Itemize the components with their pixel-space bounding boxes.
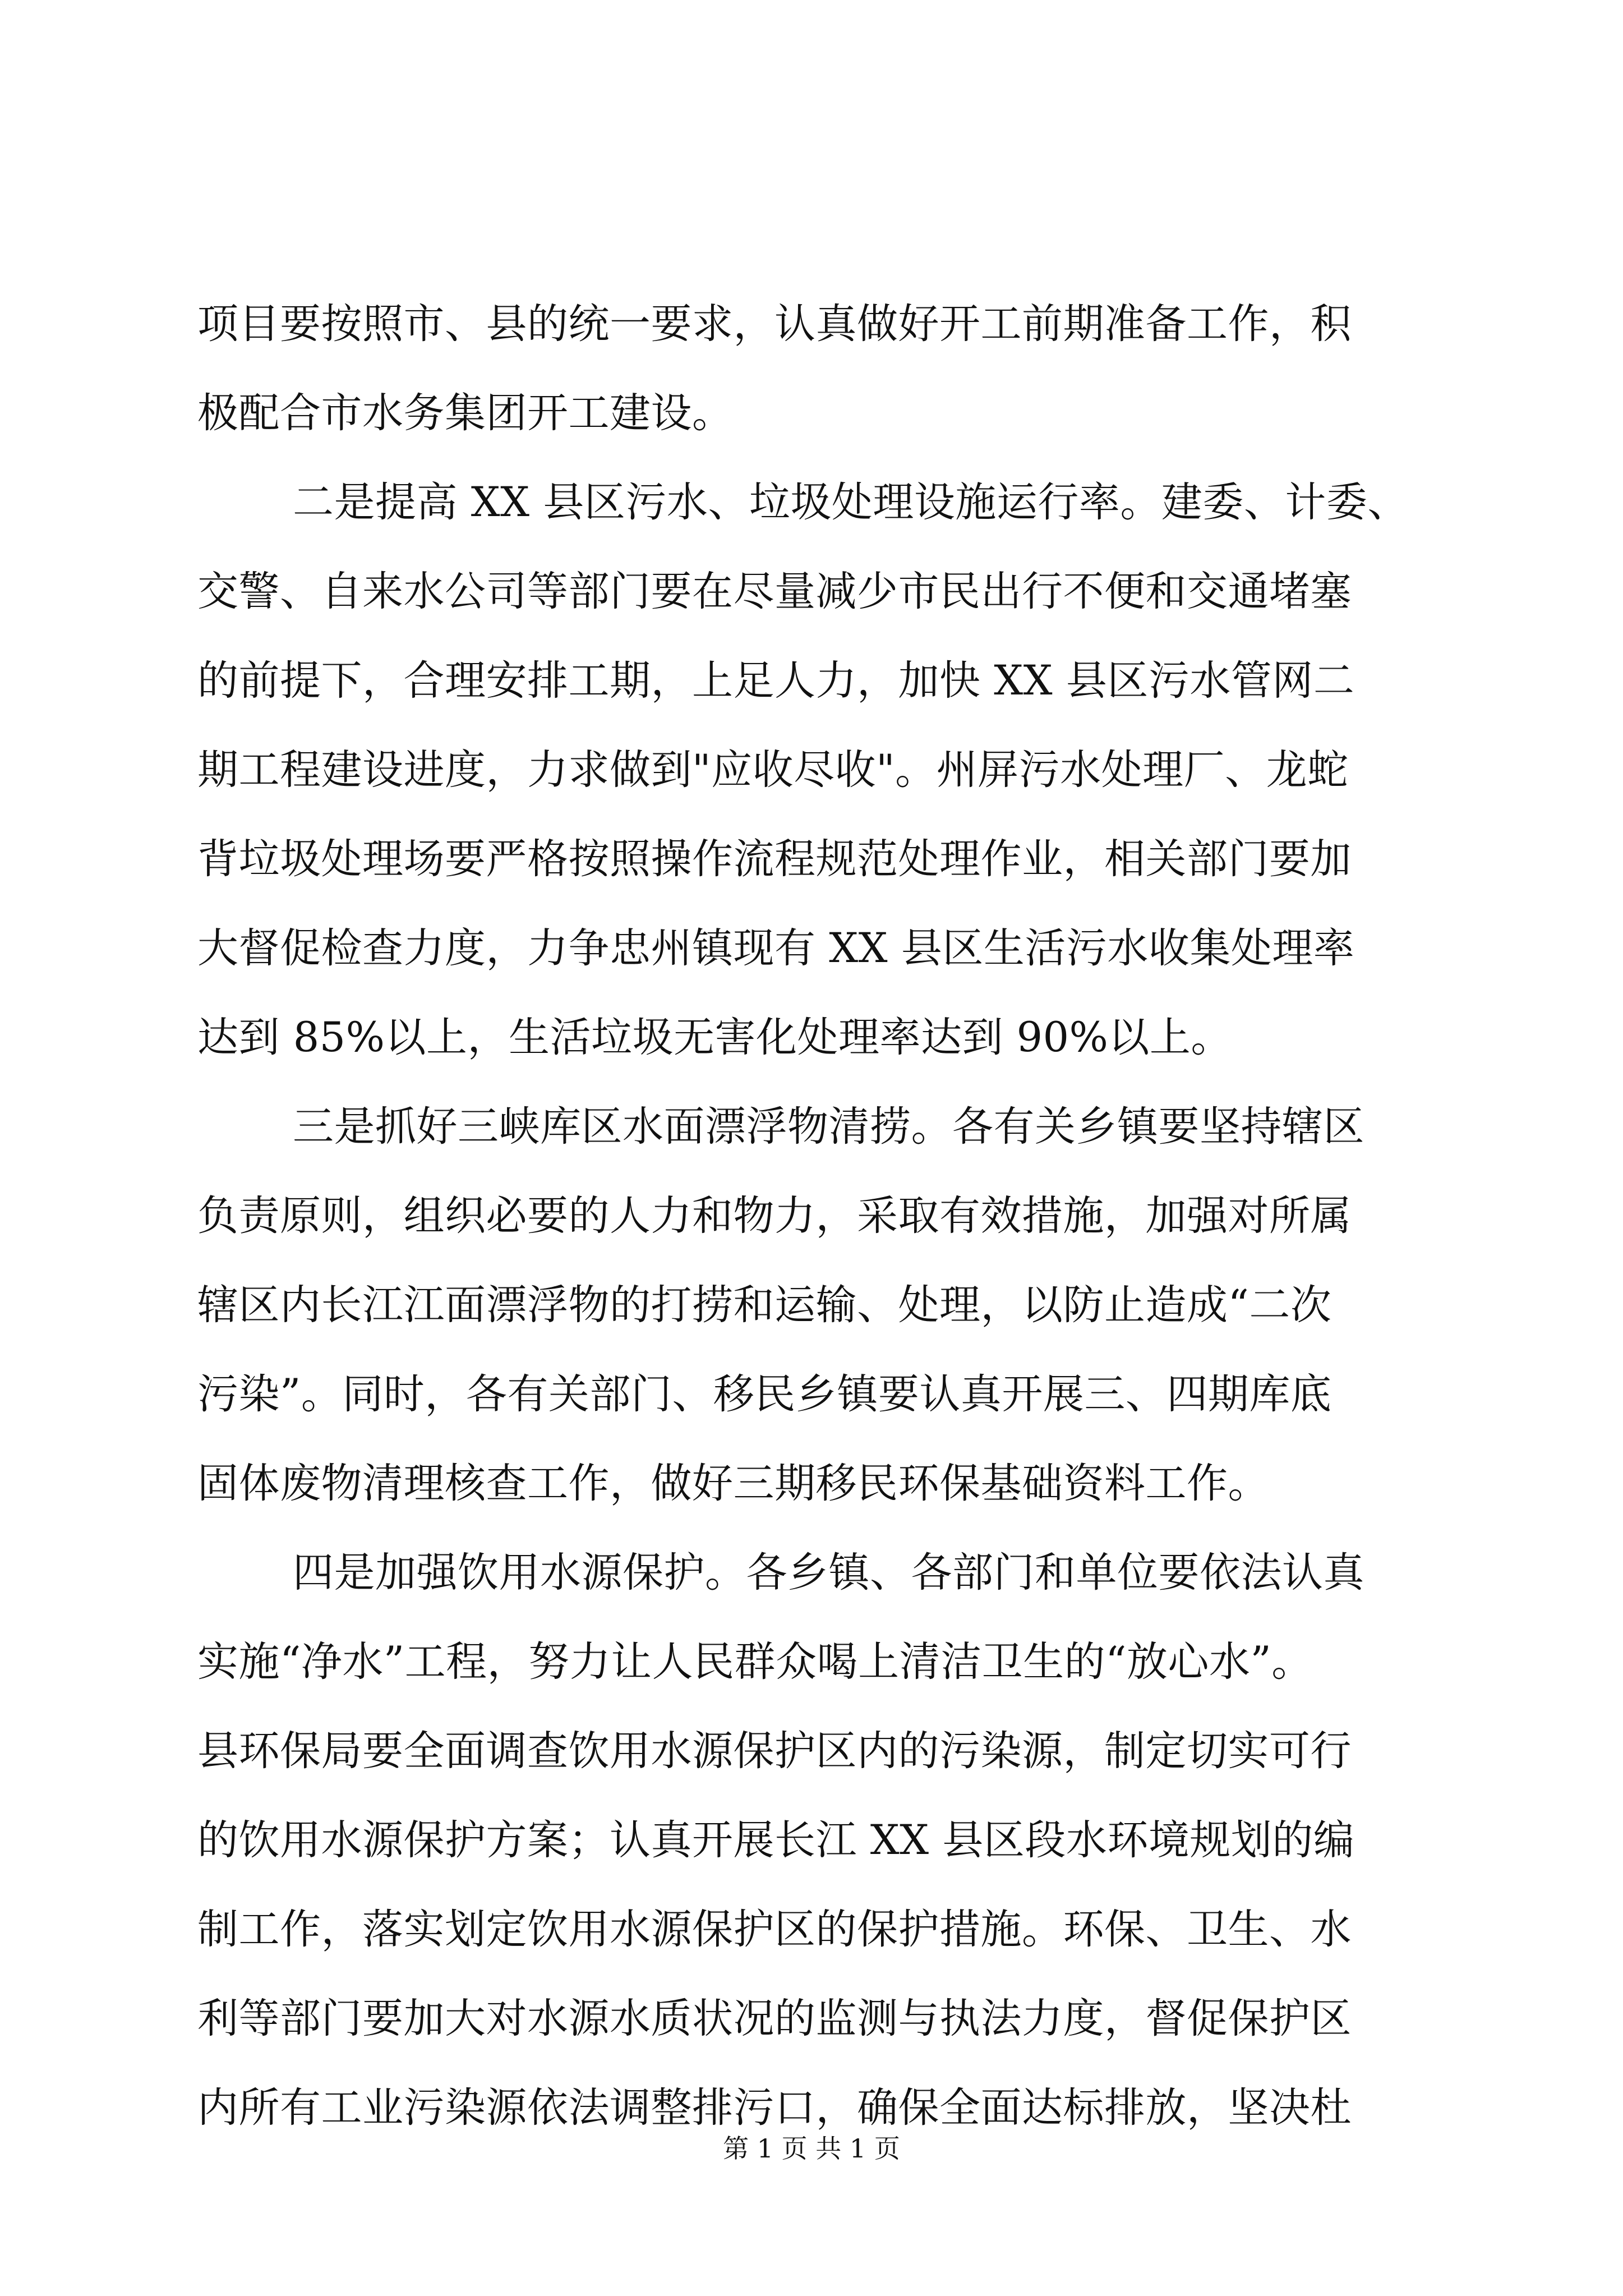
- paragraph-first-line: 二是提高 XX 县区污水、垃圾处理设施运行率。建委、计委、: [293, 478, 1409, 526]
- text-line: 背垃圾处理场要严格按照操作流程规范处理作业，相关部门要加: [197, 835, 1352, 883]
- paragraph-first-line: 四是加强饮用水源保护。各乡镇、各部门和单位要依法认真: [293, 1549, 1364, 1596]
- text-line: 项目要按照市、县的统一要求，认真做好开工前期准备工作，积: [197, 300, 1352, 348]
- text-line: 的饮用水源保护方案；认真开展长江 XX 县区段水环境规划的编: [197, 1816, 1355, 1864]
- text-line: 达到 85%以上，生活垃圾无害化处理率达到 90%以上。: [197, 1014, 1232, 1061]
- text-line: 固体废物清理核查工作，做好三期移民环保基础资料工作。: [197, 1460, 1269, 1507]
- text-line: 辖区内长江江面漂浮物的打捞和运输、处理，以防止造成“二次: [197, 1281, 1332, 1329]
- paragraph-first-line: 三是抓好三峡库区水面漂浮物清捞。各有关乡镇要坚持辖区: [293, 1103, 1364, 1151]
- text-line: 期工程建设进度，力求做到"应收尽收"。州屏污水处理厂、龙蛇: [197, 746, 1349, 794]
- text-line: 实施“净水”工程，努力让人民群众喝上清洁卫生的“放心水”。: [197, 1638, 1313, 1686]
- text-line: 县环保局要全面调查饮用水源保护区内的污染源，制定切实可行: [197, 1727, 1352, 1775]
- text-line: 交警、自来水公司等部门要在尽量减少市民出行不便和交通堵塞: [197, 568, 1352, 615]
- text-line: 利等部门要加大对水源水质状况的监测与执法力度，督促保护区: [197, 1995, 1352, 2042]
- text-line: 大督促检查力度，力争忠州镇现有 XX 县区生活污水收集处理率: [197, 924, 1355, 972]
- text-line: 内所有工业污染源依法调整排污口，确保全面达标排放，坚决杜: [197, 2084, 1352, 2132]
- page-number-footer: 第 1 页 共 1 页: [723, 2133, 900, 2164]
- text-line: 制工作，落实划定饮用水源保护区的保护措施。环保、卫生、水: [197, 1906, 1352, 1953]
- text-line: 污染”。同时，各有关部门、移民乡镇要认真开展三、四期库底: [197, 1370, 1332, 1418]
- text-line: 负责原则，组织必要的人力和物力，采取有效措施，加强对所属: [197, 1192, 1352, 1240]
- text-line: 极配合市水务集团开工建设。: [197, 389, 734, 437]
- text-line: 的前提下，合理安排工期，上足人力，加快 XX 县区污水管网二: [197, 657, 1355, 705]
